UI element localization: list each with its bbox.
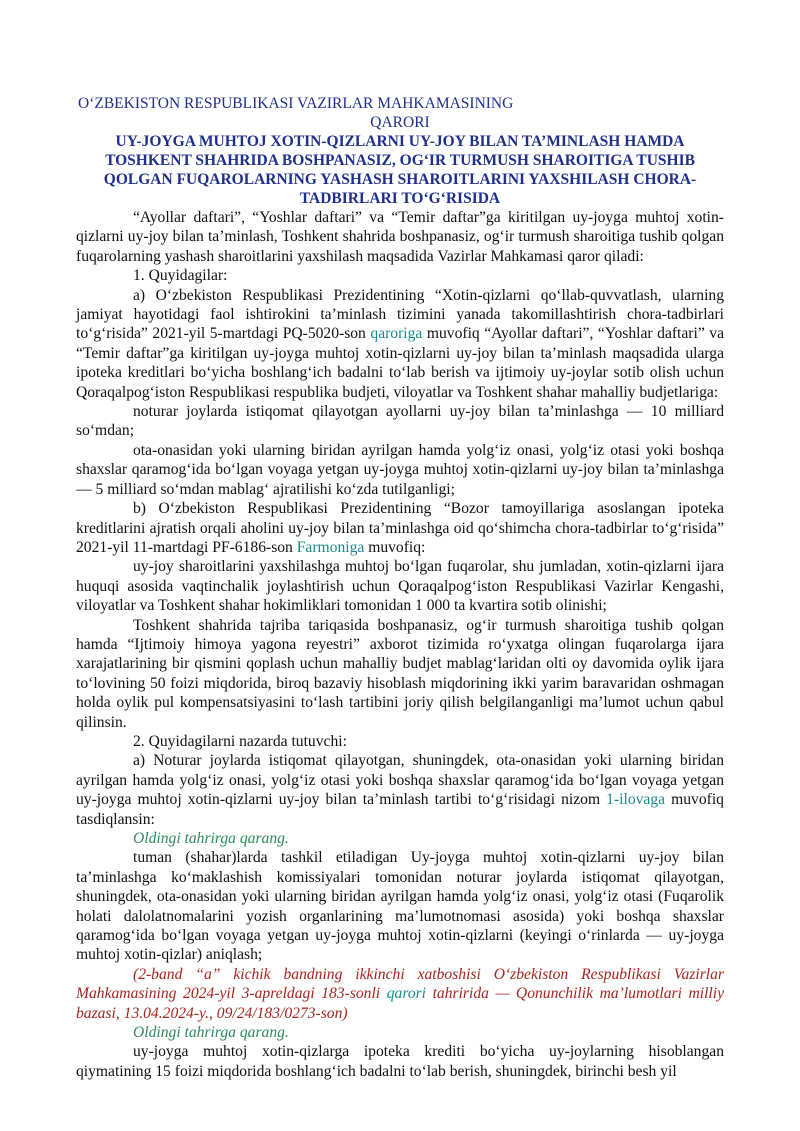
preamble-paragraph: “Ayollar daftari”, “Yoshlar daftari” va “Temir daftar”ga kiritilgan uy-joyga muhtoj xotin-qizlarni uy-joy bilan ta’minlash, Toshkent shahrida boshpanasiz, og‘ir turmush sharoitiga tushib qolgan fuqarolarning yashash sharoitlarini yaxshilash maqsadida Vazirlar Mahkamasi qaror qiladi: — [76, 209, 724, 265]
amendment-note-start: (2-band “a” kichik bandning ikkinchi xatboshisi O‘zbekiston Respublikasi Vazirlar Mahkamasining 2024-yil 3-apreldagi 183-sonli — [76, 965, 724, 1003]
ota-onasidan-paragraph: ota-onasidan yoki ularning biridan ayrilgan hamda yolg‘iz onasi, yolg‘iz otasi yoki boshqa shaxslar qaramog‘ida bo‘lgan voyaga yetgan uy-joyga muhtoj xotin-qizlarni uy-joy bilan ta’minlashga — 5 milliard so‘mdan mablag‘ ajratilishi ko‘zda tutilganligi; — [76, 441, 724, 498]
uy-joy-paragraph: uy-joy sharoitlarini yaxshilashga muhtoj bo‘lgan fuqarolar, shu jumladan, xotin-qizlarni ijara huquqi asosida vaqtinchalik joylashtirish uchun Qoraqalpog‘iston Respublikasi Vazirlar Kengashi, viloyatlar va Toshkent shahar hokimliklari tomonidan 1 000 ta kvartira sotib olinishi; — [76, 558, 724, 615]
tuman-paragraph: tuman (shahar)larda tashkil etiladigan Uy-joyga muhtoj xotin-qizlarni uy-joy bilan ta’minlashga ko‘maklashish komissiyalari tomonidan noturar joylarda istiqomat qilayotgan, shuningdek, ota-onasidan yoki ularning biridan ayrilgan hamda yolg‘iz onasi, yolg‘iz otasi (Fuqarolik holati dalolatnomalarini yozish organlarining ma’lumotnomasi asosida) yoki boshqa shaxslar qaramog‘ida bo‘lgan voyaga yetgan uy-joyga muhtoj xotin-qizlarni (keyingi o‘rinlarda — uy-joyga muhtoj xotin-qizlar) aniqlash; — [76, 849, 724, 964]
item-1-heading: 1. Quyidagilar: — [133, 267, 228, 285]
item-1a-text-start: a) O‘zbekiston Respublikasi Prezidentining “Xotin-qizlarni qo‘llab-quvvatlash, ularning jamiyat hayotidagi faol ishtirokini ta’minlash tizimini yanada takomillashtirish chora-tadbirlari to‘g‘risida” 2021-yil 5-martdagi PQ-5020-son — [76, 286, 724, 343]
item-2a-paragraph — [76, 751, 724, 829]
toshkent-paragraph: Toshkent shahrida tajriba tariqasida boshpanasiz, og‘ir turmush sharoitiga tushib qolgan hamda “Ijtimoiy himoya yagona reyestri” axborot tizimida ro‘yxatga olingan fuqarolarga ijara xarajatlarining bir qismini qoplash uchun mahalliy budjet mablag‘laridan olti oy davomida oylik ijara to‘lovining 50 foizi miqdorida, biroq bazaviy hisoblash miqdorining ikki yarim baravaridan oshmagan holda oylik pul kompensatsiyasini to‘lash tartibini joriy qilish belgilanganligi ma’lumot uchun qabul qilinsin. — [76, 616, 724, 731]
ilova-1-link[interactable]: 1-ilovaga — [606, 791, 666, 809]
item-1a-paragraph — [76, 286, 724, 402]
item-1a-text-end: muvofiq “Ayollar daftari”, “Yoshlar daftari” va “Temir daftar”ga kiritilgan uy-joyga muhtoj xotin-qizlarni uy-joy bilan ta’minlash maqsadida ularga ipoteka kreditlari bo‘yicha boshlang‘ich badalni to‘lab berish va ijtimoiy uy-joylar sotib olish uchun Qoraqalpog‘iston Respublikasi respublika budjeti, viloyatlar va Toshkent shahar mahalliy budjetlariga: — [76, 325, 724, 401]
document-type: QARORI — [370, 114, 430, 131]
item-1b-text-start: b) O‘zbekiston Respublikasi Prezidentining “Bozor tamoyillariga asoslangan ipoteka kreditlarini ajratish orqali aholini uy-joy bilan ta’minlashga oid qo‘shimcha chora-tadbirlar to‘g‘risida” 2021-yil 11-martdagi PF-6186-son — [76, 500, 724, 556]
item-2-heading: 2. Quyidagilarni nazarda tutuvchi: — [133, 732, 347, 750]
previous-edition-link-1[interactable]: Oldingi tahrirga qarang. — [133, 830, 289, 847]
document-page — [76, 94, 724, 1081]
qarori-link[interactable]: qarori — [386, 985, 427, 1003]
item-2a-text-start: a) Noturar joylarda istiqomat qilayotgan, shuningdek, ota-onasidan yoki ularning biridan ayrilgan hamda yolg‘iz onasi, yolg‘iz otasi yoki boshqa shaxslar qaramog‘ida bo‘lgan voyaga yetgan uy-joyga muhtoj xotin-qizlarni uy-joy bilan ta’minlash tartibi to‘g‘risidagi nizom — [76, 752, 724, 809]
amendment-note — [76, 965, 724, 1023]
qaroriga-link[interactable]: qaroriga — [370, 325, 423, 343]
last-paragraph: uy-joyga muhtoj xotin-qizlarga ipoteka krediti bo‘yicha uy-joylarning hisoblangan qiymatining 15 foizi miqdorida boshlang‘ich badalni to‘lab berish, shuningdek, birinchi besh yil — [76, 1043, 724, 1080]
farmoniga-link[interactable]: Farmoniga — [296, 538, 365, 556]
document-title: UY-JOYGA MUHTOJ XOTIN-QIZLARNI UY-JOY BILAN TA’MINLASH HAMDA TOSHKENT SHAHRIDA BOSHPANASIZ, OG‘IR TURMUSH SHAROITIGA TUSHIB QOLGAN FUQAROLARNING YASHASH SHAROITLARINI YAXSHILASH CHORA-TADBIRLARI TO‘G‘RISIDA — [103, 133, 697, 207]
previous-edition-link-2[interactable]: Oldingi tahrirga qarang. — [133, 1024, 289, 1042]
amendment-note-end: tahririda — Qonunchilik ma’lumotlari milliy bazasi, 13.04.2024-y., 09/24/183/0273-son) — [76, 985, 724, 1022]
item-2a-text-end: muvofiq tasdiqlansin: — [76, 791, 724, 828]
issuing-body: O‘ZBEKISTON RESPUBLIKASI VAZIRLAR MAHKAMASINING — [78, 95, 514, 112]
item-1b-text-end: muvofiq: — [364, 538, 426, 556]
noturar-paragraph: noturar joylarda istiqomat qilayotgan ayollarni uy-joy bilan ta’minlashga — 10 milliard so‘mdan; — [76, 403, 724, 440]
item-1b-paragraph — [76, 499, 724, 557]
